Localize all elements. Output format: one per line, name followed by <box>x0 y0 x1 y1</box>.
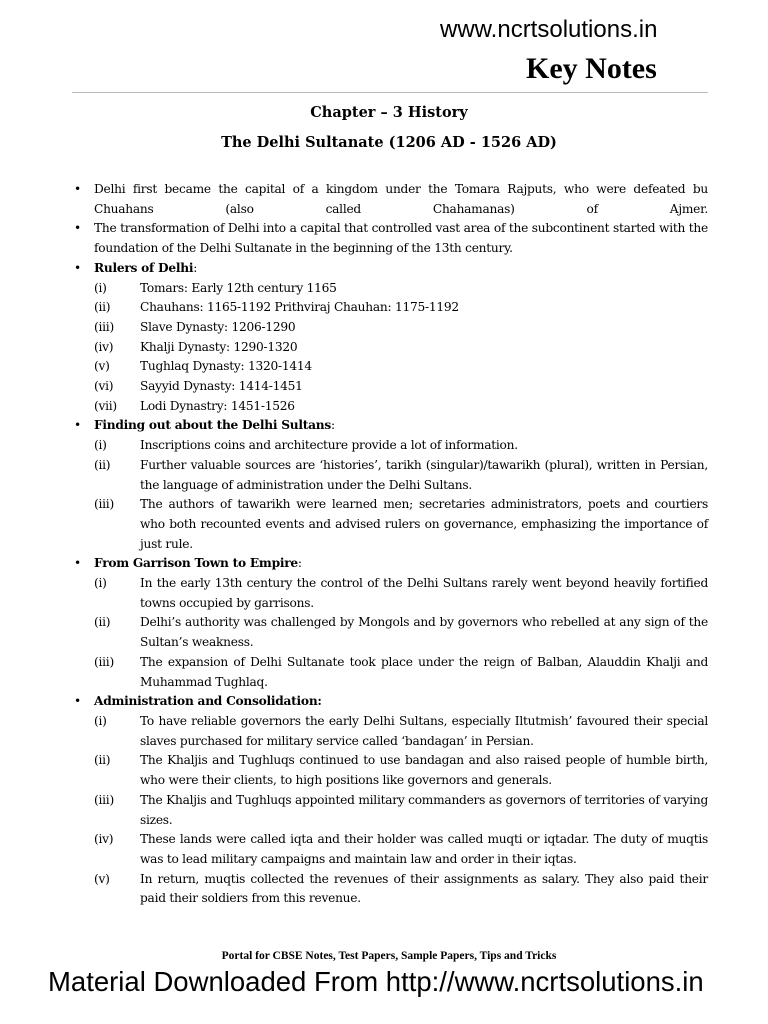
item-text: These lands were called iqta and their holder was called muqti or iqtadar. The duty of muqtis was to lead military campaigns and maintain law and order in their iqtas. <box>140 832 708 866</box>
item-text: Tomars: Early 12th century 1165 <box>140 280 337 295</box>
list-item <box>74 377 708 397</box>
item-text: Sayyid Dynasty: 1414-1451 <box>140 379 303 394</box>
item-number: (i) <box>94 280 107 295</box>
item-text: Khalji Dynasty: 1290-1320 <box>140 339 298 354</box>
item-number: (iv) <box>94 339 114 354</box>
item-text: To have reliable governors the early Delhi Sultans, especially Iltutmish’ favoured their special slaves purchased for military service called ‘bandagan’ in Persian. <box>140 713 708 748</box>
bullet-icon: • <box>74 418 81 433</box>
item-number: (vi) <box>94 379 114 394</box>
item-number: (ii) <box>94 753 111 768</box>
site-url[interactable]: www.ncrtsolutions.in <box>440 16 658 43</box>
item-number: (iii) <box>94 497 114 512</box>
list-item <box>74 653 708 692</box>
item-text: In return, muqtis collected the revenues of their assignments as salary. They also paid their paid their soldiers from this revenue. <box>140 871 708 906</box>
heading-suffix: : <box>297 556 302 571</box>
chapter-title: Chapter – 3 History <box>310 104 468 121</box>
item-text: Chauhans: 1165-1192 Prithviraj Chauhan: 1175-1192 <box>140 300 459 315</box>
section-heading <box>74 554 708 574</box>
list-item <box>74 436 708 456</box>
bullet-icon: • <box>74 260 81 275</box>
list-item <box>74 456 708 495</box>
item-text: Tughlaq Dynasty: 1320-1414 <box>140 359 312 374</box>
list-item <box>74 180 708 219</box>
header-divider <box>72 92 708 93</box>
section-heading <box>74 416 708 436</box>
list-item <box>74 357 708 377</box>
item-number: (iii) <box>94 319 114 334</box>
item-text: Further valuable sources are ‘histories’, tarikh (singular)/tawarikh (plural), written in Persian, the language of administration under the Delhi Sultans. <box>140 457 708 492</box>
item-number: (v) <box>94 359 110 374</box>
list-item <box>74 298 708 318</box>
heading-suffix: : <box>331 418 335 433</box>
list-item <box>74 219 708 258</box>
section-heading <box>74 692 708 712</box>
section-heading-text: Rulers of Delhi <box>94 260 194 275</box>
item-number: (iv) <box>94 832 114 847</box>
item-text: Inscriptions coins and architecture provide a lot of information. <box>140 438 518 453</box>
item-number: (i) <box>94 438 107 453</box>
notes-body <box>74 180 708 909</box>
list-item <box>74 751 708 790</box>
item-number: (ii) <box>94 615 111 630</box>
list-item <box>74 338 708 358</box>
list-item <box>74 279 708 299</box>
key-notes-heading: Key Notes <box>526 52 657 85</box>
item-text: The Khaljis and Tughluqs appointed military commanders as governors of territories of varying sizes. <box>140 792 708 827</box>
list-item <box>74 830 708 869</box>
footer-download-link[interactable]: Material Downloaded From http://www.ncrtsolutions.in <box>48 966 704 997</box>
bullet-icon: • <box>74 182 81 196</box>
section-heading <box>74 259 708 279</box>
list-item <box>74 712 708 751</box>
item-text: The Khaljis and Tughluqs continued to use bandagan and also raised people of humble birth, who were their clients, to high positions like governors and generals. <box>140 753 708 788</box>
item-number: (i) <box>94 576 107 591</box>
section-heading-text: Finding out about the Delhi Sultans <box>94 418 332 433</box>
item-number: (ii) <box>94 457 111 472</box>
item-number: (iii) <box>94 654 114 669</box>
list-item <box>74 397 708 417</box>
item-number: (vii) <box>94 398 117 413</box>
item-text: In the early 13th century the control of the Delhi Sultans rarely went beyond heavily fortified towns occupied by garrisons. <box>140 576 708 610</box>
bullet-icon: • <box>74 221 81 236</box>
heading-suffix: : <box>193 260 198 275</box>
list-item <box>74 791 708 830</box>
item-number: (iii) <box>94 792 114 807</box>
intro-text: The transformation of Delhi into a capital that controlled vast area of the subcontinent started with the foundation of the Delhi Sultanate in the beginning of the 13th century. <box>94 221 708 256</box>
chapter-subtitle: The Delhi Sultanate (1206 AD - 1526 AD) <box>221 134 557 151</box>
item-text: Delhi’s authority was challenged by Mongols and by governors who rebelled at any sign of the Sultan’s weakness. <box>140 615 708 650</box>
item-number: (i) <box>94 713 107 728</box>
item-text: The expansion of Delhi Sultanate took place under the reign of Balban, Alauddin Khalji and Muhammad Tughlaq. <box>140 654 708 689</box>
item-number: (v) <box>94 871 110 886</box>
list-item <box>74 574 708 613</box>
item-text: Slave Dynasty: 1206-1290 <box>140 319 296 334</box>
section-heading-text: Administration and Consolidation: <box>94 694 322 709</box>
section-heading-text: From Garrison Town to Empire <box>94 556 298 571</box>
item-number: (ii) <box>94 300 111 315</box>
item-text: The authors of tawarikh were learned men; secretaries administrators, poets and courtiers who both recounted events and advised rulers on governance, emphasizing the importance of just rule. <box>140 497 708 551</box>
footer-portal-text: Portal for CBSE Notes, Test Papers, Sample Papers, Tips and Tricks <box>221 950 557 962</box>
bullet-icon: • <box>74 556 81 571</box>
bullet-icon: • <box>74 694 81 709</box>
list-item <box>74 495 708 554</box>
list-item <box>74 870 708 909</box>
item-text: Lodi Dynastry: 1451-1526 <box>140 398 295 413</box>
list-item <box>74 613 708 652</box>
intro-text: Delhi first became the capital of a kingdom under the Tomara Rajputs, who were defeated bu Chuahans (also called Chahamanas) of Ajmer. <box>94 182 708 216</box>
list-item <box>74 318 708 338</box>
